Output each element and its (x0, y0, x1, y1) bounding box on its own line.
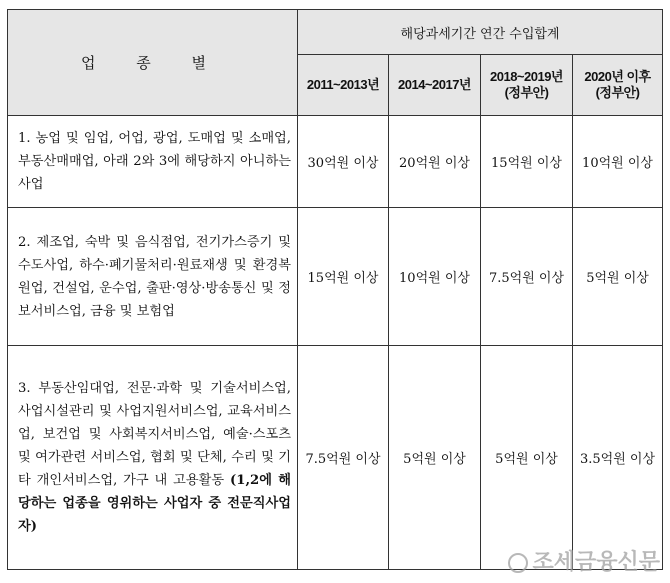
header-year-2020 (573, 55, 663, 116)
table-row (8, 116, 663, 208)
watermark-logo-icon (508, 553, 528, 573)
header-industry: 업 종 별 (8, 10, 298, 116)
value-cell: 10억원 이상 (573, 116, 663, 208)
value-cell: 5억원 이상 (481, 346, 573, 570)
value-cell: 20억원 이상 (389, 116, 481, 208)
header-year-label: 2018~2019년 (490, 69, 563, 84)
value-cell: 15억원 이상 (481, 116, 573, 208)
header-year-note: (정부안) (595, 85, 640, 100)
watermark-text: 조세금융신문 (532, 550, 660, 575)
income-threshold-table (7, 9, 663, 570)
header-year-label: 2011~2013년 (306, 77, 380, 92)
table-row (8, 208, 663, 346)
header-income-group: 해당과세기간 연간 수입합계 (298, 10, 663, 55)
category-text: 2. 제조업, 숙박 및 음식점업, 전기가스증기 및 수도사업, 하수·폐기물처리·원료재생 및 환경복원업, 건설업, 운수업, 출판·영상·방송통신 및 정보서비스업, 금융 및 보험업 (18, 234, 291, 319)
header-year-label: 2020년 이후 (584, 69, 651, 84)
category-cell (8, 116, 298, 208)
watermark (508, 545, 660, 576)
value-cell: 3.5억원 이상 (573, 346, 663, 570)
value-cell: 5억원 이상 (389, 346, 481, 570)
header-year-note: (정부안) (504, 85, 549, 100)
header-year-2018 (481, 55, 573, 116)
value-cell: 7.5억원 이상 (481, 208, 573, 346)
category-cell (8, 346, 298, 570)
value-cell: 15억원 이상 (298, 208, 389, 346)
header-year-2011 (298, 55, 389, 116)
value-cell: 7.5억원 이상 (298, 346, 389, 570)
value-cell: 10억원 이상 (389, 208, 481, 346)
value-cell: 5억원 이상 (573, 208, 663, 346)
category-note: (1,2에 해당하는 업종을 영위하는 사업자 중 전문직사업자) (18, 473, 291, 534)
category-text: 3. 부동산임대업, 전문·과학 및 기술서비스업, 사업시설관리 및 사업지원서비스업, 교육서비스업, 보건업 및 사회복지서비스업, 예술·스포츠 및 여가관련 서비스업, 협회 및 단체, 수리 및 기타 개인서비스업, 가구 내 고용활동 (18, 381, 291, 488)
category-text: 1. 농업 및 임업, 어업, 광업, 도매업 및 소매업, 부동산매매업, 아래 2와 3에 해당하지 아니하는 사업 (18, 131, 291, 192)
header-year-label: 2014~2017년 (398, 77, 471, 92)
category-cell (8, 208, 298, 346)
value-cell: 30억원 이상 (298, 116, 389, 208)
table-row (8, 346, 663, 570)
income-threshold-table-container (7, 9, 662, 570)
header-year-2014 (389, 55, 481, 116)
